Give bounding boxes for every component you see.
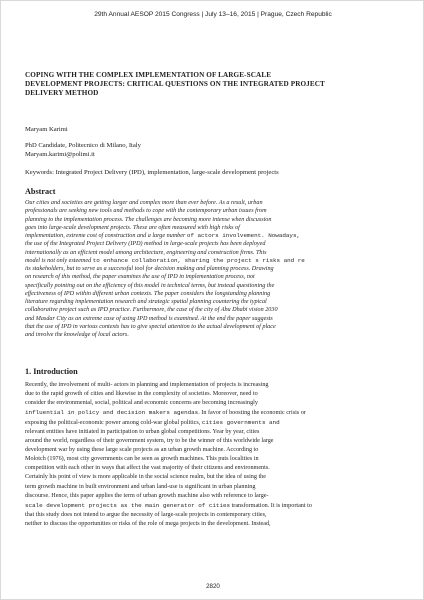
abstract-line: literature regarding implementation research and strategic spatial planning countering the typical xyxy=(25,299,267,305)
intro-line: neither to discuss the opportunities or risks of the role of mega projects in the development. Instead, xyxy=(25,520,271,527)
abstract-line: goes into large-scale development projects. These are often measured with high risks of xyxy=(25,224,240,231)
abstract-line: and Masdar City as an extreme case of using IPD method is examined. At the end the paper suggests xyxy=(25,315,273,322)
intro-fragment: cities governments and xyxy=(201,419,280,427)
intro-line: relevant entities have initiated in participation to urban global competitions. Year by year, cities xyxy=(25,429,260,436)
abstract-fragment: to enhance collaboration, sharing the project s risks and re xyxy=(92,256,305,264)
abstract-body xyxy=(25,199,411,339)
intro-fragment: scale development projects as the main generator of cities xyxy=(25,501,231,509)
abstract-line: Our cities and societies are getting larger and complex more than ever before. As a result, urban xyxy=(25,200,263,206)
intro-line xyxy=(25,418,411,428)
abstract-line: planning to the implementation process. The challenges are becoming more intense when discussion xyxy=(25,216,272,223)
intro-line: discourse. Hence, this paper applies the term of urban growth machine also with reference to large- xyxy=(25,492,269,499)
intro-line: term growth machine in built environment and urban land-use is significant in urban planning xyxy=(25,483,256,490)
email: Maryam.karimi@polimi.it xyxy=(25,151,95,158)
abstract-line: that the use of IPD in various contexts has to give special attention to the actual development of place xyxy=(25,323,276,330)
intro-line: Certainly his point of view is more applicable in the social science realm, but the idea of using the xyxy=(25,474,266,481)
intro-line: that this study does not intend to argue the necessity of large-scale projects in contemporary cities, xyxy=(25,511,267,518)
introduction-body xyxy=(25,381,411,529)
intro-fragment: exposing the political-economic power among cold-war global politics, xyxy=(25,420,202,427)
abstract-line: professionals are seeking new tools and methods to cope with the contemporary urban issues from xyxy=(25,208,267,215)
abstract-heading: Abstract xyxy=(25,187,56,196)
abstract-line: the use of the Integrated Project Delivery (IPD) method in large-scale projects has been deployed xyxy=(25,241,266,248)
abstract-fragment: of actors involvement. Nowadays, xyxy=(186,232,301,239)
title-line: COPING WITH THE COMPLEX IMPLEMENTATION OF LARGE-SCALE xyxy=(25,71,272,79)
intro-line: Molotch (1976), most city governments can be seen as growth machines. This puts localities in xyxy=(25,456,259,463)
title-block xyxy=(25,71,403,98)
introduction-heading: 1. Introduction xyxy=(25,367,78,376)
intro-line: competition with each other in ways that affect the vast majority of their citizens and environments. xyxy=(25,465,270,472)
abstract-line xyxy=(25,232,411,240)
author-affiliation-block xyxy=(25,141,141,159)
affiliation: PhD Candidate, Politecnico di Milano, Italy xyxy=(25,142,141,149)
abstract-line: specifically pointing out on the efficiency of this model in technical terms, but instead questioning the xyxy=(25,282,275,289)
paper-title xyxy=(25,71,403,98)
intro-line: development war by using these large scale projects as an urban growth machine. According to xyxy=(25,447,259,454)
abstract-line xyxy=(25,257,411,265)
intro-line: due to the rapid growth of cities and likewise in the complexity of societies. Moreover, need to xyxy=(25,391,258,398)
intro-line: Recently, the involvement of multi- actors in planning and implementation of projects is increasing xyxy=(25,382,269,388)
abstract-fragment: model is not only esteemed xyxy=(25,257,93,264)
intro-line xyxy=(25,408,411,418)
intro-line: consider the environmental, social, political and economic concerns are becoming increasingly xyxy=(25,400,258,407)
keywords: Keywords: Integrated Project Delivery (IPD), implementation, large-scale development projects xyxy=(25,169,279,176)
intro-fragment: influential in policy and decision makers agendas xyxy=(25,409,199,417)
abstract-line: effectiveness of IPD within different urban contexts. The paper considers the longstanding planning xyxy=(25,290,271,297)
intro-fragment: . In favor of boosting the economic crisis or xyxy=(198,410,306,417)
abstract-fragment: implementation, extreme cost of construction and a large number xyxy=(25,233,187,239)
page-number: 2820 xyxy=(206,583,220,590)
abstract-line: on research of this method, the paper examines the use of IPD in implementation process, not xyxy=(25,274,255,281)
title-line: DEVELOPMENT PROJECTS: CRITICAL QUESTIONS ON THE INTEGRATED PROJECT xyxy=(25,80,325,88)
abstract-line: internationally as an efficient model among architecture, engineering and construction firms. This xyxy=(25,249,267,256)
intro-fragment: transformation. It is important to xyxy=(230,502,312,509)
abstract-line: collaborative project such as IPD practice. Furthermore, the case of the city of Abu Dhabi vision 2030 xyxy=(25,307,278,314)
abstract-line: its stakeholders, but to serve as a successful tool for decision making and planning process. Drawing xyxy=(25,266,274,272)
intro-line: around the world, regardless of their government system, try to be the winner of this worldwide large xyxy=(25,438,274,445)
author-name: Maryam Karimi xyxy=(25,126,68,133)
intro-line xyxy=(25,501,411,511)
abstract-line: and involve the knowledge of local actors. xyxy=(25,332,129,338)
conference-header: 29th Annual AESOP 2015 Congress | July 13–16, 2015 | Prague, Czech Republic xyxy=(94,11,332,18)
title-line: DELIVERY METHOD xyxy=(25,89,99,97)
